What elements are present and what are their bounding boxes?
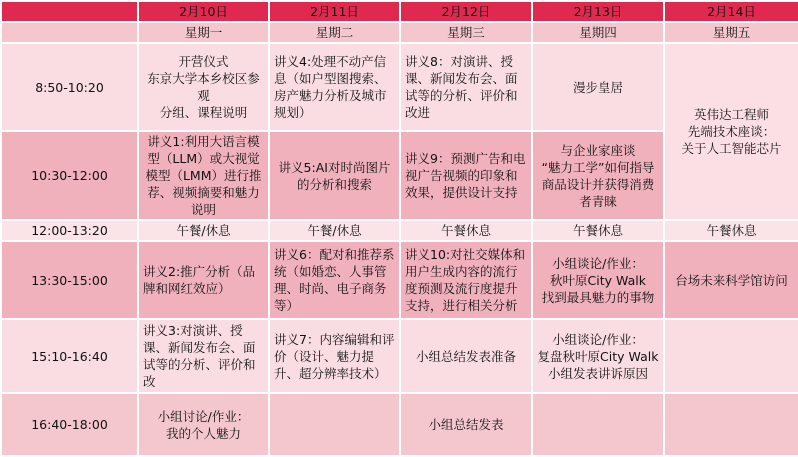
cell-wed-5: 小组总结发表 — [400, 393, 532, 456]
time-cell: 12:00-13:20 — [1, 220, 138, 241]
weekday-wed: 星期三 — [400, 22, 532, 43]
cell-fri-5 — [664, 393, 798, 456]
cell-mon-4: 讲义3:对演讲、授课、新闻发布会、面试等的分析、评价和改 — [138, 319, 269, 393]
cell-text: 与企业家座谈 “魅力工学”如何指导商品设计并获得消费者青睐 — [541, 142, 655, 209]
cell-text: 小组讨论/作业： 我的个人魅力 — [157, 408, 250, 441]
session-row-1 — [1, 43, 798, 131]
cell-thu-1: 漫步皇居 — [532, 43, 664, 131]
time-cell: 8:50-10:20 — [1, 43, 138, 131]
cell-text: 小组谈论/作业： 秋叶原City Walk 找到最具魅力的事物 — [541, 255, 655, 305]
time-cell: 16:40-18:00 — [1, 393, 138, 456]
cell-wed-1: 讲义8：对演讲、授课、新闻发布会、面试等的分析、评价和改进 — [400, 43, 532, 131]
date-header-row — [1, 1, 798, 22]
cell-mon-1 — [138, 43, 269, 131]
lunch-mon: 午餐/休息 — [138, 220, 269, 241]
time-cell: 13:30-15:00 — [1, 241, 138, 319]
weekday-mon: 星期一 — [138, 22, 269, 43]
date-wed: 2月12日 — [400, 1, 532, 22]
corner-cell — [1, 1, 138, 22]
weekday-thu: 星期四 — [532, 22, 664, 43]
lunch-fri: 午餐休息 — [664, 220, 798, 241]
lunch-tue: 午餐/休息 — [269, 220, 400, 241]
lunch-row — [1, 220, 798, 241]
cell-fri-4 — [664, 319, 798, 393]
cell-thu-5 — [532, 393, 664, 456]
session-row-5 — [1, 393, 798, 456]
weekday-fri: 星期五 — [664, 22, 798, 43]
cell-fri-morning — [664, 43, 798, 220]
cell-tue-2: 讲义5:AI对时尚图片的分析和搜索 — [269, 131, 400, 220]
cell-tue-3: 讲义6：配对和推荐系统（如婚恋、人事管理、时尚、电子商务等） — [269, 241, 400, 319]
session-row-3 — [1, 241, 798, 319]
cell-text: 小组谈论/作业： 复盘秋叶原City Walk 小组发表讲诉原因 — [537, 331, 659, 381]
cell-mon-5 — [138, 393, 269, 456]
session-row-4 — [1, 319, 798, 393]
lunch-thu: 午餐休息 — [532, 220, 664, 241]
cell-tue-4: 讲义7：内容编辑和评价（设计、魅力提升、超分辨率技术） — [269, 319, 400, 393]
cell-wed-3: 讲义10:对社交媒体和用户生成内容的流行度预测及流行度提升支持，进行相关分析 — [400, 241, 532, 319]
cell-fri-3: 台场未来科学馆访问 — [664, 241, 798, 319]
cell-thu-2 — [532, 131, 664, 220]
date-thu: 2月13日 — [532, 1, 664, 22]
cell-wed-2: 讲义9：预测广告和电视广告视频的印象和效果，提供设计支持 — [400, 131, 532, 220]
cell-tue-5 — [269, 393, 400, 456]
date-fri: 2月14日 — [664, 1, 798, 22]
cell-mon-2: 讲义1:利用大语言模型（LLM）或大视觉模型（LMM）进行推荐、视频摘要和魅力说明 — [138, 131, 269, 220]
cell-thu-3 — [532, 241, 664, 319]
cell-mon-3: 讲义2:推广分析（品牌和网红效应） — [138, 241, 269, 319]
time-cell: 10:30-12:00 — [1, 131, 138, 220]
cell-thu-4 — [532, 319, 664, 393]
cell-tue-1: 讲义4:处理不动产信息（如户型图搜索、房产魅力分析及城市规划） — [269, 43, 400, 131]
date-tue: 2月11日 — [269, 1, 400, 22]
weekday-row — [1, 22, 798, 43]
cell-text: 开营仪式 东京大学本乡校区参观 分组、课程说明 — [147, 54, 260, 120]
weekday-tue: 星期二 — [269, 22, 400, 43]
time-cell: 15:10-16:40 — [1, 319, 138, 393]
lunch-wed: 午餐休息 — [400, 220, 532, 241]
cell-wed-4: 小组总结发表准备 — [400, 319, 532, 393]
cell-text: 英伟达工程师 先端技术座谈： 关于人工智能芯片 — [681, 107, 782, 156]
date-mon: 2月10日 — [138, 1, 269, 22]
weekday-corner — [1, 22, 138, 43]
